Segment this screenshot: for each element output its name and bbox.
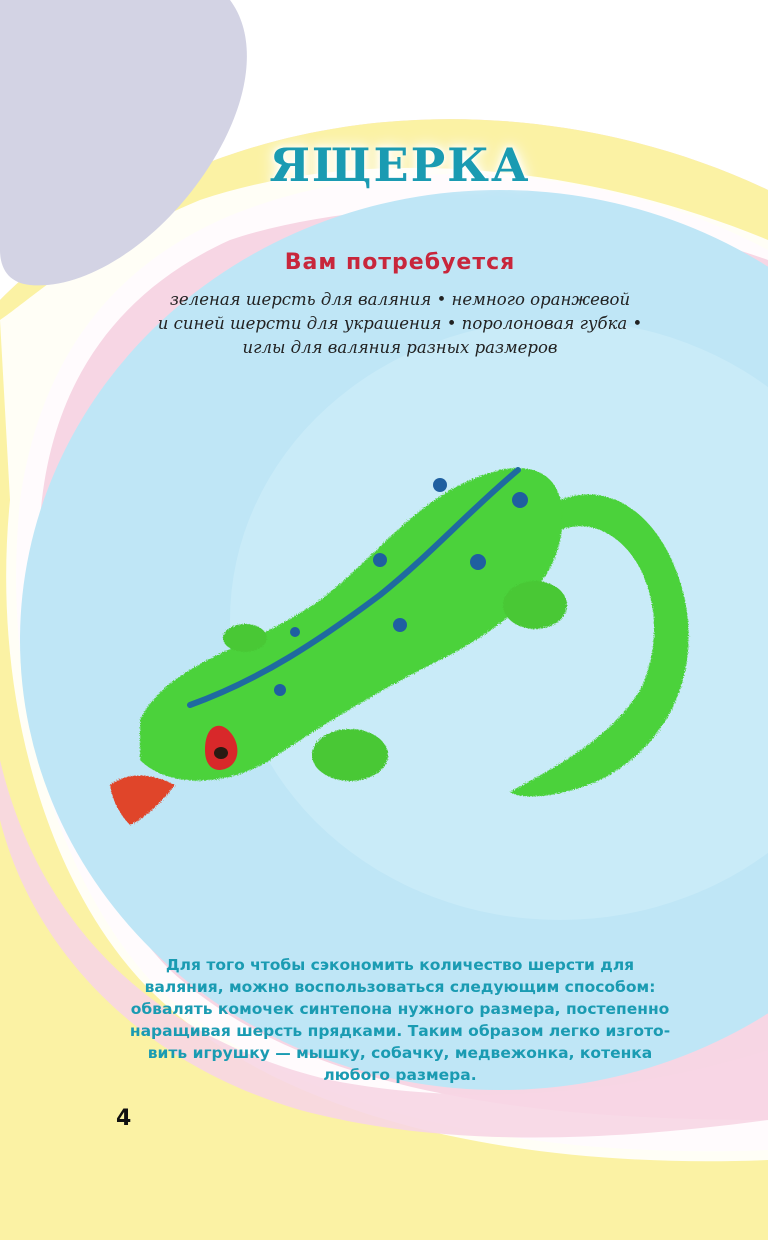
lizard-tongue xyxy=(110,776,175,825)
tip-line: наращивая шерсть прядками. Таким образом легко изгото- xyxy=(129,1022,671,1040)
lizard-spot xyxy=(393,618,407,632)
lizard-spot xyxy=(433,478,447,492)
lizard-front-leg xyxy=(312,729,388,781)
materials-line: и синей шерсти для украшения • поролоновая губка • xyxy=(157,314,643,333)
lizard-upper-leg xyxy=(223,624,267,652)
materials-line: иглы для валяния разных размеров xyxy=(242,338,558,357)
lizard-pupil xyxy=(214,747,228,759)
lizard-spot xyxy=(470,554,486,570)
tip-line: валяния, можно воспользоваться следующим способом: xyxy=(144,978,656,996)
page-title: ЯЩЕРКА xyxy=(269,138,531,192)
lizard-spot xyxy=(512,492,528,508)
lizard-spot xyxy=(373,553,387,567)
lizard-back-leg xyxy=(503,581,567,629)
materials-list xyxy=(110,288,690,360)
tip-line: Для того чтобы сэкономить количество шерсти для xyxy=(165,956,635,974)
tip-line: обвалять комочек синтепона нужного размера, постепенно xyxy=(130,1000,670,1018)
tip-line: вить игрушку — мышку, собачку, медвежонка, котенка xyxy=(147,1044,653,1062)
lizard-spot xyxy=(274,684,286,696)
felted-lizard-photo xyxy=(80,420,740,860)
tip-line: любого размера. xyxy=(323,1066,477,1084)
materials-line: зеленая шерсть для валяния • немного оранжевой xyxy=(169,290,631,309)
materials-heading: Вам потребуется xyxy=(284,250,516,275)
page-number: 4 xyxy=(116,1106,132,1131)
tip-paragraph xyxy=(100,954,700,1086)
lizard-spot xyxy=(290,627,300,637)
